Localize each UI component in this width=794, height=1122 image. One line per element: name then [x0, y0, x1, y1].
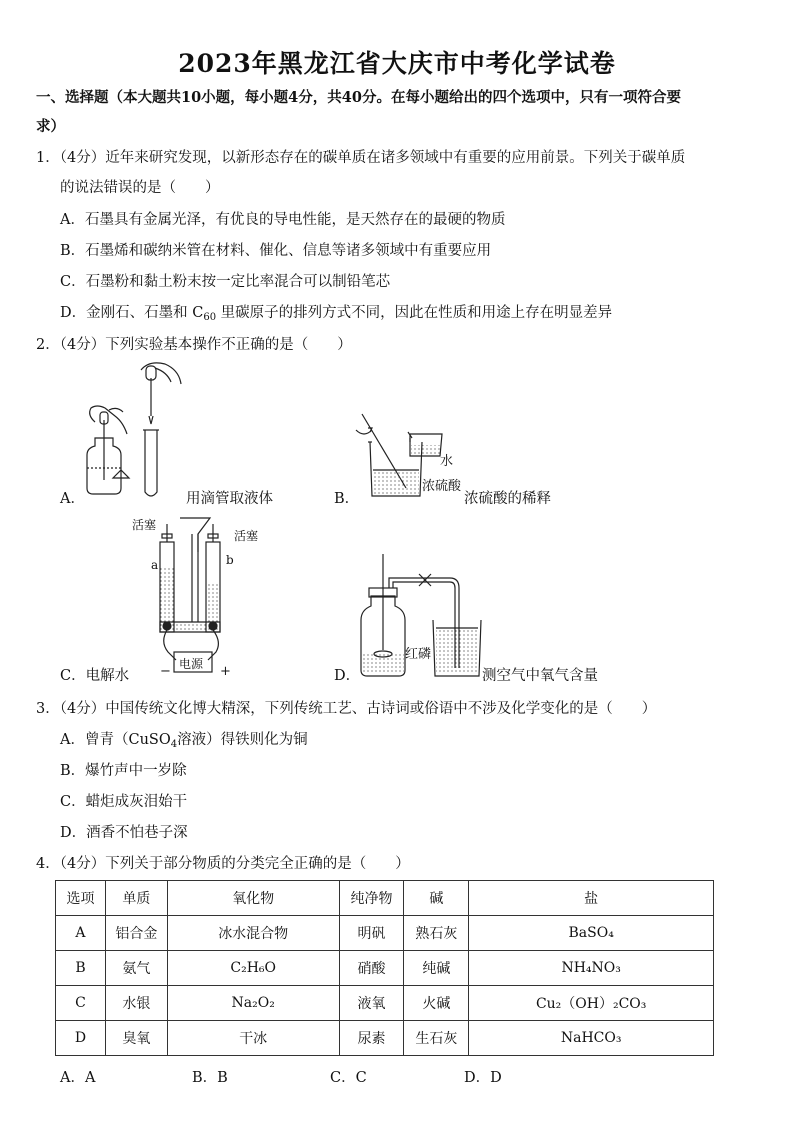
table-cell: 氨气 — [105, 951, 167, 986]
table-cell: NaHCO₃ — [469, 1021, 714, 1056]
q3-option-b: B．爆竹声中一岁除 — [60, 763, 187, 779]
c-label-minus: − — [160, 664, 171, 679]
q1-option-d: D．金刚石、石墨和 $C_{60}$ 里碳原子的排列方式不同，因此在性质和用途上存在明显差异 — [60, 305, 613, 323]
table-cell: 尿素 — [339, 1021, 404, 1056]
section-heading: 一、选择题（本大题共10小题，每小题4分，共40分。在每小题给出的四个选项中，只有一项符合要 — [36, 89, 681, 106]
q4-stem: 4．（4分）下列关于部分物质的分类完全正确的是（ ） — [36, 856, 410, 872]
table-cell: C₂H₆O — [167, 951, 339, 986]
c-label-valve-left: 活塞 — [132, 518, 157, 532]
q2-option-d-caption: 测空气中氧气含量 — [482, 668, 598, 684]
table-cell: B — [56, 951, 106, 986]
table-cell: 明矾 — [339, 916, 404, 951]
table-cell: 液氧 — [339, 986, 404, 1021]
c-label-plus: + — [220, 664, 231, 679]
table-row — [56, 951, 714, 986]
table-cell: Na₂O₂ — [167, 986, 339, 1021]
table-cell: 硝酸 — [339, 951, 404, 986]
c-label-valve-right: 活塞 — [234, 529, 259, 543]
q3-stem: 3．（4分）中国传统文化博大精深，下列传统工艺、古诗词或俗语中不涉及化学变化的是（ ） — [36, 701, 657, 717]
table-cell: 熟石灰 — [404, 916, 469, 951]
table-cell: 冰水混合物 — [167, 916, 339, 951]
table-header-row — [56, 881, 714, 916]
q1-option-b: B．石墨烯和碳纳米管在材料、催化、信息等诸多领域中有重要应用 — [60, 243, 492, 259]
q4-option-b: B．B — [192, 1070, 228, 1086]
q3-option-a: A．曾青（CuSO$_4$溶液）得铁则化为铜 — [60, 732, 308, 750]
table-header-cell: 选项 — [56, 881, 106, 916]
d-label-red-phosphorus: 红磷 — [405, 647, 432, 662]
table-row — [56, 986, 714, 1021]
table-cell: A — [56, 916, 106, 951]
q1-stem: 1．（4分）近年来研究发现，以新形态存在的碳单质在诸多领域中有重要的应用前景。下列关于碳单质 — [36, 150, 686, 166]
table-cell: 铝合金 — [105, 916, 167, 951]
section-heading-cont: 求） — [36, 118, 65, 135]
q2-stem: 2．（4分）下列实验基本操作不正确的是（ ） — [36, 337, 352, 353]
q4-option-a: A．A — [60, 1070, 96, 1086]
q2-option-b-letter: B． — [334, 491, 360, 507]
table-cell: NH₄NO₃ — [469, 951, 714, 986]
q2-option-a-caption: 用滴管取液体 — [186, 491, 273, 507]
c-label-a: a — [151, 558, 159, 572]
table-cell: 纯碱 — [404, 951, 469, 986]
c-label-power: 电源 — [179, 657, 204, 671]
q1-option-a: A．石墨具有金属光泽，有优良的导电性能，是天然存在的最硬的物质 — [60, 212, 506, 228]
table-row — [56, 916, 714, 951]
q1-stem-cont: 的说法错误的是（ ） — [60, 180, 220, 196]
table-cell: 生石灰 — [404, 1021, 469, 1056]
table-cell: 干冰 — [167, 1021, 339, 1056]
q1-option-c: C．石墨粉和黏土粉末按一定比率混合可以制铅笔芯 — [60, 274, 391, 290]
b-label-acid: 浓硫酸 — [422, 479, 462, 494]
dropper-figure — [75, 360, 195, 505]
table-cell: Cu₂（OH）₂CO₃ — [469, 986, 714, 1021]
table-cell: 臭氧 — [105, 1021, 167, 1056]
classification-table — [55, 880, 714, 1056]
table-cell: BaSO₄ — [469, 916, 714, 951]
table-header-cell: 氧化物 — [167, 881, 339, 916]
q4-option-d: D．D — [464, 1070, 502, 1086]
q2-option-a-letter: A． — [60, 491, 85, 507]
table-cell: 火碱 — [404, 986, 469, 1021]
q2-option-d-letter: D． — [334, 668, 361, 684]
table-header-cell: 单质 — [105, 881, 167, 916]
table-header-cell: 盐 — [469, 881, 714, 916]
q2-option-b-caption: 浓硫酸的稀释 — [464, 491, 551, 507]
q2-option-c: C．电解水 — [60, 668, 130, 684]
table-header-cell: 纯净物 — [339, 881, 404, 916]
c-label-b: b — [226, 553, 234, 567]
b-label-water: 水 — [440, 454, 454, 469]
q4-option-c: C．C — [330, 1070, 367, 1086]
table-row — [56, 1021, 714, 1056]
q3-option-d: D．酒香不怕巷子深 — [60, 825, 188, 841]
table-header-cell: 碱 — [404, 881, 469, 916]
table-cell: D — [56, 1021, 106, 1056]
exam-title: 2023年黑龙江省大庆市中考化学试卷 — [178, 49, 616, 78]
q3-option-c: C．蜡炬成灰泪始干 — [60, 794, 188, 810]
table-cell: C — [56, 986, 106, 1021]
table-cell: 水银 — [105, 986, 167, 1021]
